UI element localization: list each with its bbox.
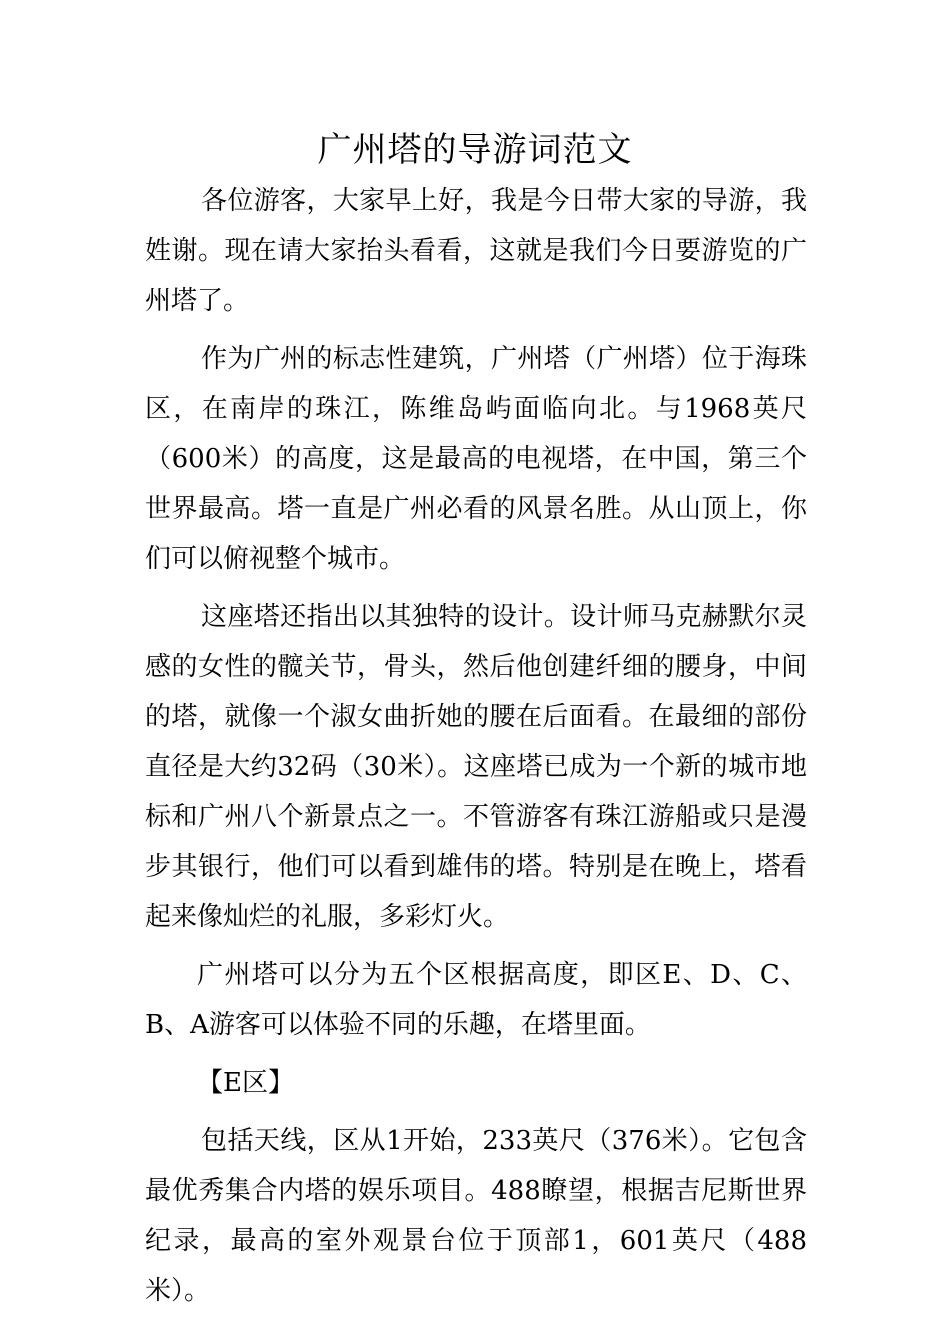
paragraph-zone-e: 包括天线，区从1开始，233英尺（376米）。它包含最优秀集合内塔的娱乐项目。488瞭望，根据吉尼斯世界纪录，最高的室外观景台位于顶部1，601英尺（488米）。 (145, 1126, 807, 1306)
paragraph-design: 这座塔还指出以其独特的设计。设计师马克赫默尔灵感的女性的髋关节，骨头，然后他创建纤细的腰身，中间的塔，就像一个淑女曲折她的腰在后面看。在最细的部份直径是大约32码（30米）。这座塔已成为一个新的城市地标和广州八个新景点之一。不管游客有珠江游船或只是漫步其银行，他们可以看到雄伟的塔。特别是在晚上，塔看起来像灿烂的礼服，多彩灯火。 (145, 602, 807, 932)
paragraph-zones: 广州塔可以分为五个区根据高度，即区E、D、C、B、A游客可以体验不同的乐趣，在塔里面。 (145, 960, 807, 1040)
paragraph-greeting: 各位游客，大家早上好，我是今日带大家的导游，我姓谢。现在请大家抬头看看，这就是我们今日要游览的广州塔了。 (145, 186, 807, 316)
document-title: 广州塔的导游词范文 (317, 130, 633, 170)
section-heading-zone-e: 【E区】 (197, 1068, 294, 1098)
document-body (145, 176, 807, 1324)
paragraph-overview: 作为广州的标志性建筑，广州塔（广州塔）位于海珠区，在南岸的珠江，陈维岛屿面临向北。与1968英尺（600米）的高度，这是最高的电视塔，在中国，第三个世界最高。塔一直是广州必看的风景名胜。从山顶上，你们可以俯视整个城市。 (145, 344, 807, 574)
